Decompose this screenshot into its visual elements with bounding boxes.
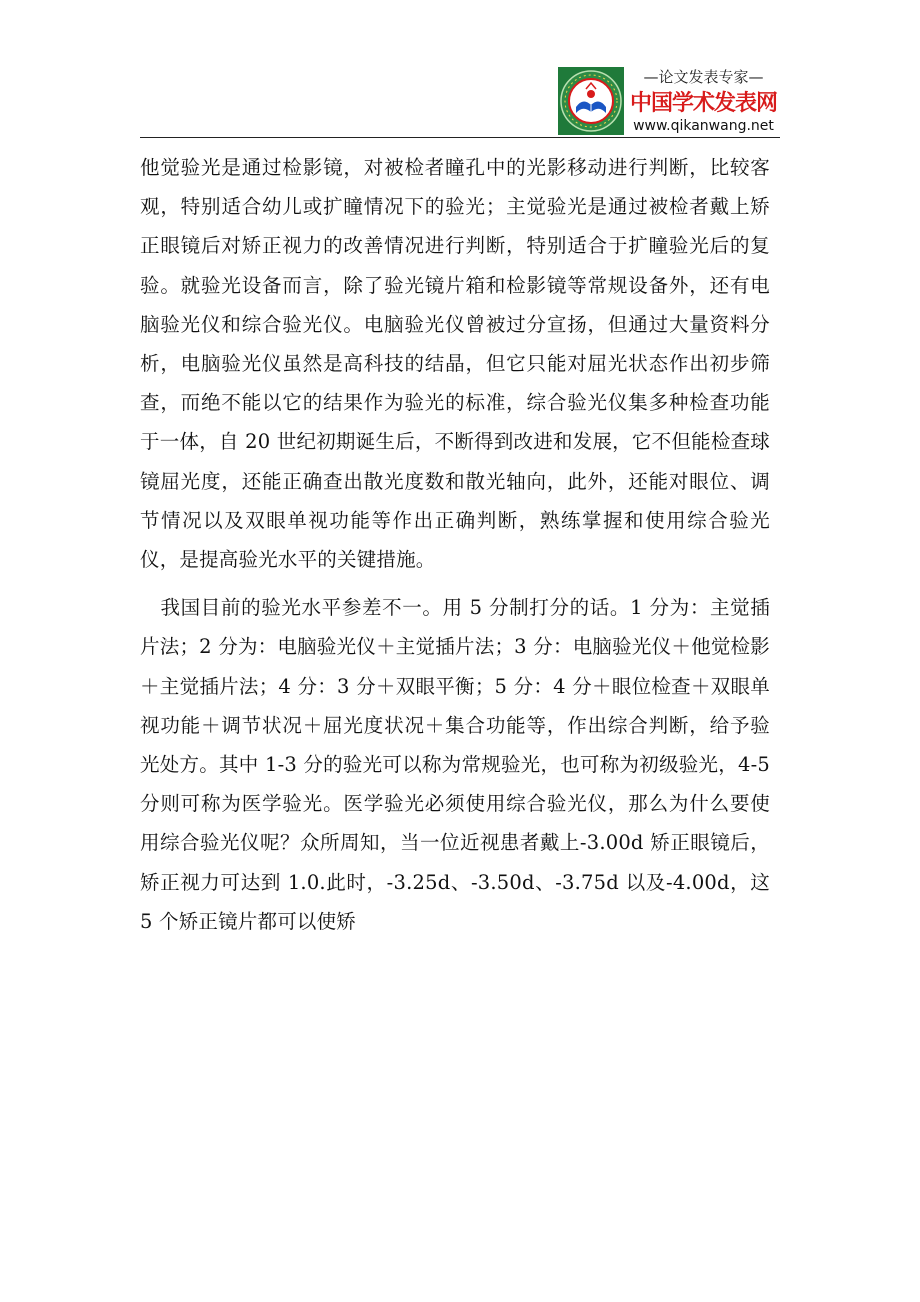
logo-url: www.qikanwang.net xyxy=(633,118,774,134)
emblem-icon xyxy=(558,67,624,135)
logo-brand-name: 中国学术发表网 xyxy=(629,91,777,116)
header-divider xyxy=(140,137,780,138)
document-body xyxy=(140,148,770,941)
site-logo xyxy=(557,66,780,137)
body-paragraph: 他觉验光是通过检影镜，对被检者瞳孔中的光影移动进行判断，比较客观，特别适合幼儿或扩瞳情况下的验光；主觉验光是通过被检者戴上矫正眼镜后对矫正视力的改善情况进行判断，特别适合于扩瞳验光后的复验。就验光设备而言，除了验光镜片箱和检影镜等常规设备外，还有电脑验光仪和综合验光仪。电脑验光仪曾被过分宣扬，但通过大量资料分析，电脑验光仪虽然是高科技的结晶，但它只能对屈光状态作出初步筛查，而绝不能以它的结果作为验光的标准，综合验光仪集多种检查功能于一体，自 20 世纪初期诞生后，不断得到改进和发展，它不但能检查球镜屈光度，还能正确查出散光度数和散光轴向，此外，还能对眼位、调节情况以及双眼单视功能等作出正确判断，熟练掌握和使用综合验光仪，是提高验光水平的关键措施。 xyxy=(140,156,770,572)
logo-slogan: —论文发表专家— xyxy=(643,68,764,86)
body-paragraph: 我国目前的验光水平参差不一。用 5 分制打分的话。1 分为：主觉插片法；2 分为：电脑验光仪＋主觉插片法；3 分：电脑验光仪＋他觉检影＋主觉插片法；4 分：3 分＋双眼平衡；5 分：4 分＋眼位检查＋双眼单视功能＋调节状况＋屈光度状况＋集合功能等，作出综合判断，给予验光处方。其中 1-3 分的验光可以称为常规验光，也可称为初级验光，4-5 分则可称为医学验光。医学验光必须使用综合验光仪，那么为什么要使用综合验光仪呢？众所周知，当一位近视患者戴上-3.00d 矫正眼镜后，矫正视力可达到 1.0.此时，-3.25d、-3.50d、-3.75d 以及-4.00d，这 5 个矫正镜片都可以使矫 xyxy=(140,596,770,933)
logo-text-block xyxy=(627,66,780,137)
